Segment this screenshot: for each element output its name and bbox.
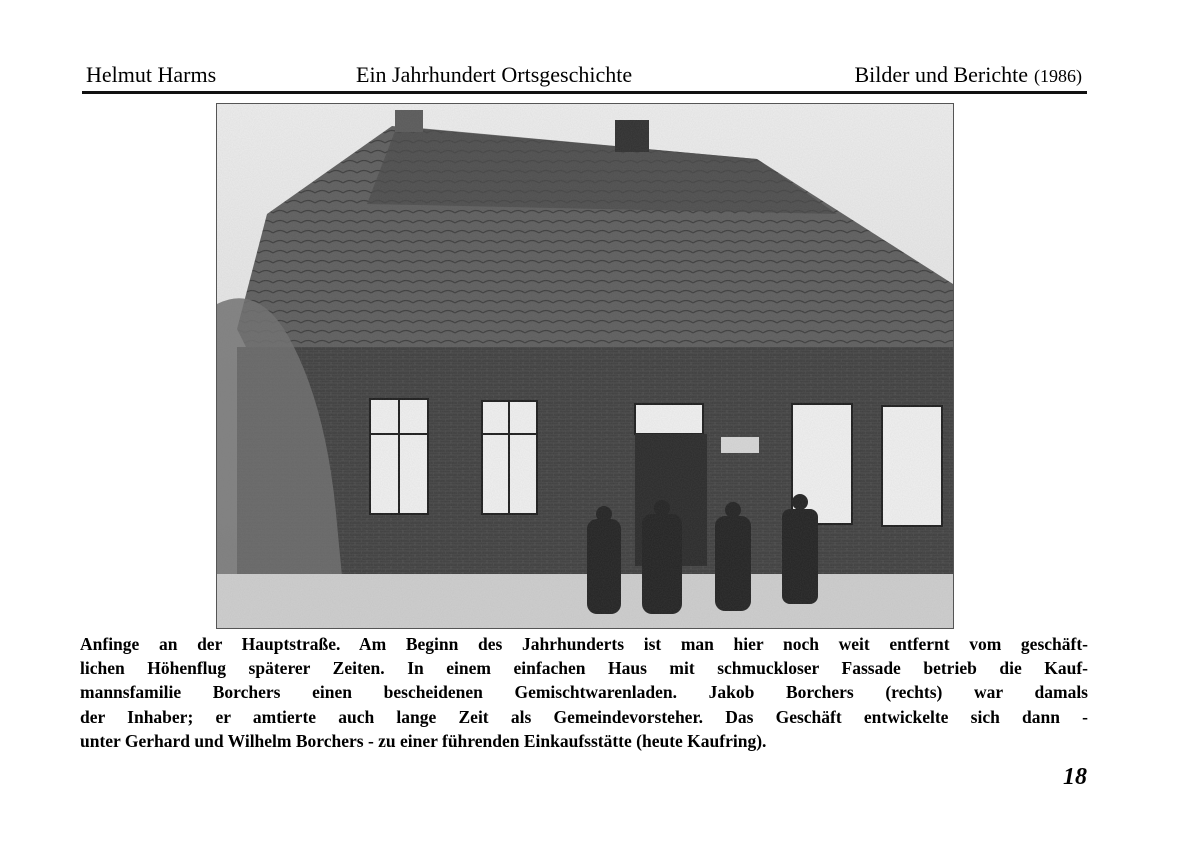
- header-year: (1986): [1034, 66, 1082, 86]
- header-series: [854, 62, 1082, 88]
- header-rule: [82, 91, 1087, 94]
- caption-line: mannsfamilie Borchers einen bescheidenen Gemischtwarenladen. Jakob Borchers (rechts) war damals: [80, 682, 1088, 703]
- header-author: Helmut Harms: [86, 62, 217, 87]
- photo-caption: [80, 632, 1088, 753]
- caption-line: unter Gerhard und Wilhelm Borchers - zu einer führenden Einkaufsstätte (heute Kaufring).: [80, 730, 767, 751]
- caption-line: lichen Höhenflug späterer Zeiten. In einem einfachen Haus mit schmuckloser Fassade betrieb die Kauf-: [80, 658, 1088, 679]
- historic-house-photo: [216, 103, 954, 629]
- house-photo-illustration: [217, 104, 953, 628]
- page-number: 18: [1063, 764, 1087, 790]
- caption-line: der Inhaber; er amtierte auch lange Zeit als Gemeindevorsteher. Das Geschäft entwickelte sich dann -: [80, 706, 1088, 727]
- header-series-name: Bilder und Berichte: [854, 62, 1028, 87]
- header-title: Ein Jahrhundert Ortsgeschichte: [356, 62, 633, 87]
- caption-line: Anfinge an der Hauptstraße. Am Beginn des Jahrhunderts ist man hier noch weit entfernt vom geschäft-: [80, 634, 1088, 654]
- page-header: [84, 58, 1086, 92]
